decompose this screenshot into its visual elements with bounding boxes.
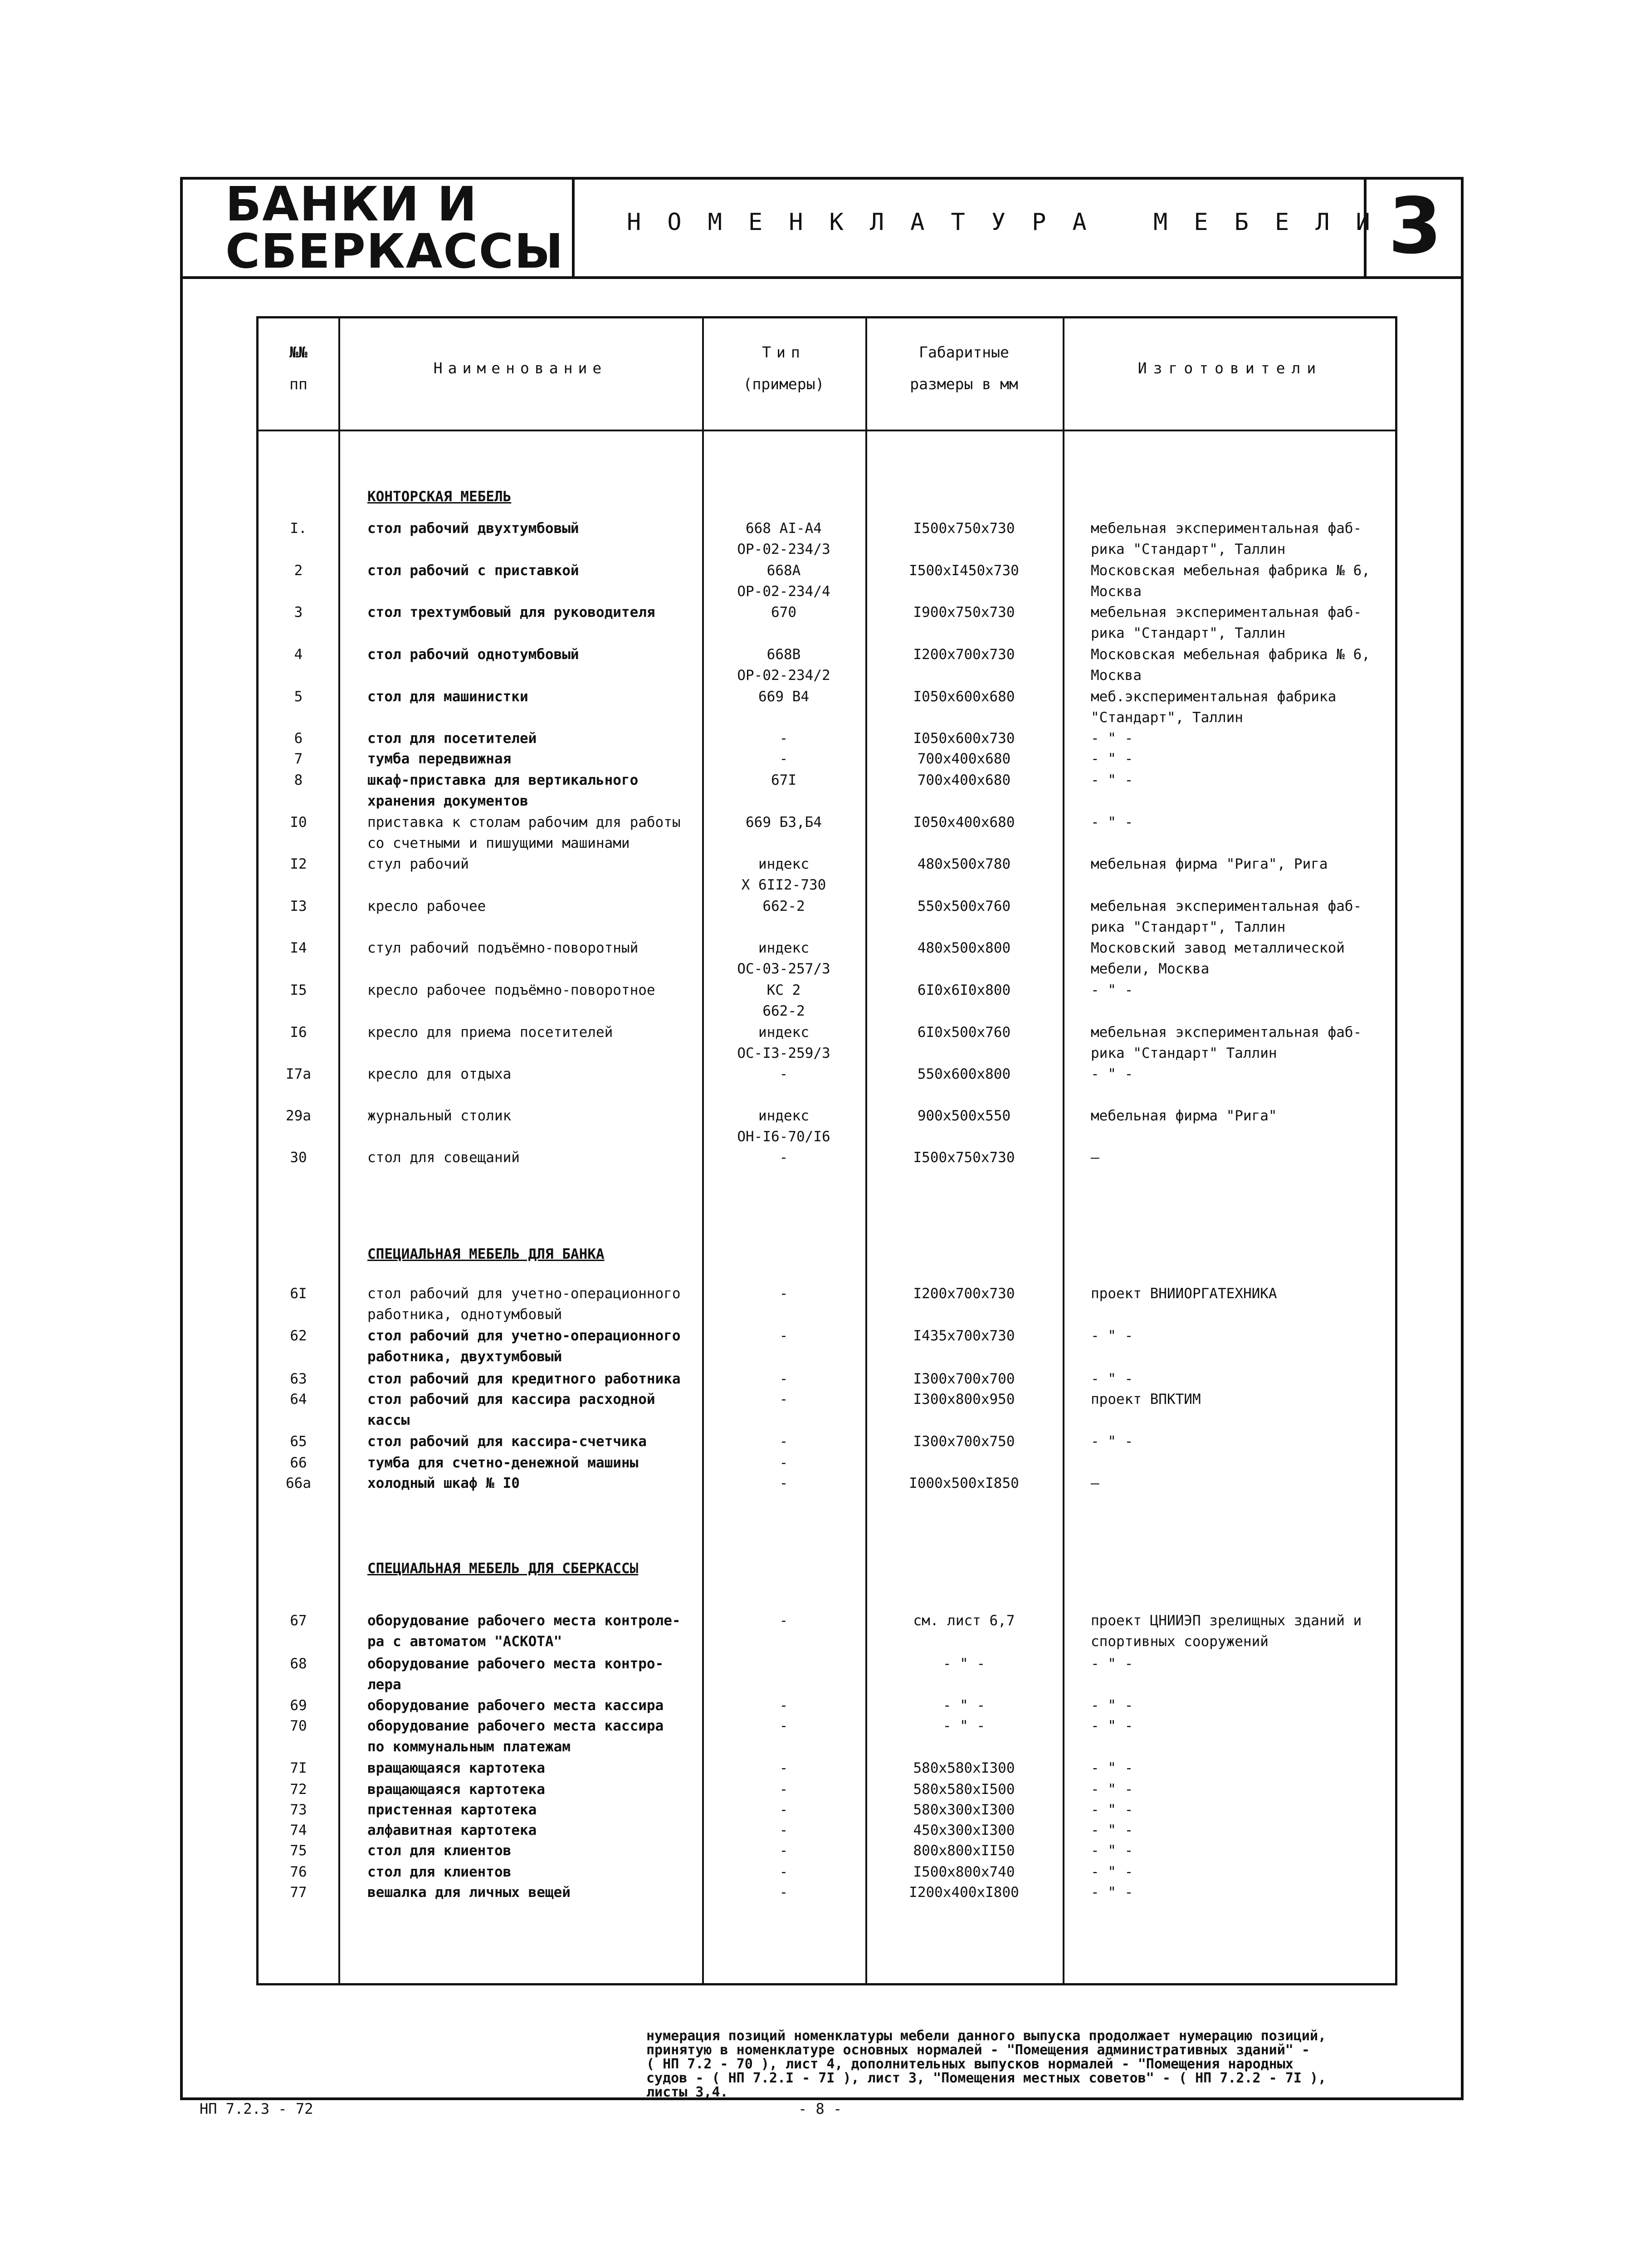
cell-type: ОС-03-257/3 bbox=[737, 961, 830, 977]
cell-size: I300х700х700 bbox=[913, 1371, 1015, 1387]
cell-size: I500х750х730 bbox=[913, 1149, 1015, 1166]
cell-type: - bbox=[779, 1455, 788, 1471]
cell-size: 550х500х760 bbox=[917, 898, 1011, 914]
cell-maker: - " - bbox=[1091, 1843, 1133, 1859]
cell-n: 77 bbox=[290, 1884, 307, 1901]
cell-type: 662-2 bbox=[762, 1003, 805, 1019]
th-num-1: №№ bbox=[289, 343, 308, 361]
cell-maker: мебельная экспериментальная фаб- bbox=[1091, 604, 1362, 621]
th-size-2: размеры в мм bbox=[910, 375, 1018, 393]
cell-name: кресло для отдыха bbox=[367, 1066, 512, 1082]
cell-size: см. лист 6,7 bbox=[913, 1613, 1015, 1629]
cell-maker: - " - bbox=[1091, 1697, 1133, 1714]
cell-type: 668А bbox=[766, 562, 801, 579]
cell-maker: мебельная экспериментальная фаб- bbox=[1091, 898, 1362, 914]
cell-name: стол рабочий для кредитного работника bbox=[367, 1371, 681, 1387]
cell-size: I300х800х950 bbox=[913, 1391, 1015, 1408]
cell-n: I. bbox=[290, 520, 307, 537]
cell-type: - bbox=[779, 1391, 788, 1408]
cell-name: стол рабочий для учетно-операционного bbox=[367, 1328, 681, 1344]
cell-maker: - " - bbox=[1091, 1802, 1133, 1818]
cell-size: I050х400х680 bbox=[913, 814, 1015, 831]
cell-n: 76 bbox=[290, 1864, 307, 1880]
footnote-line: судов - ( НП 7.2.I - 7I ), лист 3, "Помещения местных советов" - ( НП 7.2.2 - 7I ), bbox=[646, 2070, 1327, 2086]
cell-name: холодный шкаф № I0 bbox=[367, 1475, 520, 1491]
cell-n: 75 bbox=[290, 1843, 307, 1859]
cell-name: стол для посетителей bbox=[367, 730, 537, 747]
header bbox=[180, 177, 1464, 279]
cell-type: 669 В4 bbox=[758, 689, 809, 705]
cell-type: - bbox=[779, 1286, 788, 1302]
cell-size: I500х800х740 bbox=[913, 1864, 1015, 1880]
cell-n: 68 bbox=[290, 1656, 307, 1672]
cell-size: I500хI450х730 bbox=[909, 562, 1019, 579]
cell-maker: - " - bbox=[1091, 1066, 1133, 1082]
section-office: КОНТОРСКАЯ МЕБЕЛЬ bbox=[367, 489, 512, 505]
cell-maker: рика "Стандарт", Таллин bbox=[1091, 919, 1286, 935]
cell-name: лера bbox=[367, 1677, 401, 1693]
footnote bbox=[646, 2029, 1326, 2099]
cell-maker: мебельная экспериментальная фаб- bbox=[1091, 1024, 1362, 1041]
cell-type: - bbox=[779, 1802, 788, 1818]
cell-name: работника, однотумбовый bbox=[367, 1306, 562, 1323]
cell-size: 800х800хII50 bbox=[913, 1843, 1015, 1859]
cell-name: работника, двухтумбовый bbox=[367, 1349, 562, 1365]
cell-name: кресло рабочее подъёмно-поворотное bbox=[367, 982, 655, 998]
cell-name: оборудование рабочего места контроле- bbox=[367, 1613, 681, 1629]
cell-maker: Московский завод металлической bbox=[1091, 940, 1345, 956]
cell-type: - bbox=[779, 1843, 788, 1859]
cell-maker: - " - bbox=[1091, 751, 1133, 767]
cell-type: - bbox=[779, 1864, 788, 1880]
page-title: НОМЕНКЛАТУРА МЕБЕЛИ bbox=[627, 209, 1396, 236]
cell-n: 7 bbox=[294, 751, 303, 767]
cell-name: вращающаяся картотека bbox=[367, 1760, 545, 1776]
cell-n: 2 bbox=[294, 562, 303, 579]
cell-maker: — bbox=[1091, 1149, 1099, 1166]
header-divider bbox=[259, 430, 1395, 431]
cell-type: - bbox=[779, 1475, 788, 1491]
cell-maker: - " - bbox=[1091, 1718, 1133, 1734]
footnote-line: ( НП 7.2 - 70 ), лист 4, дополнительных выпусков нормалей - "Помещения народных bbox=[646, 2056, 1294, 2072]
cell-maker: мебели, Москва bbox=[1091, 961, 1210, 977]
cell-maker: - " - bbox=[1091, 1371, 1133, 1387]
cell-n: 73 bbox=[290, 1802, 307, 1818]
cell-n: I3 bbox=[290, 898, 307, 914]
cell-name: вращающаяся картотека bbox=[367, 1781, 545, 1798]
cell-type: 668 АI-А4 bbox=[746, 520, 822, 537]
cell-name: тумба для счетно-денежной машины bbox=[367, 1455, 639, 1471]
cell-maker: - " - bbox=[1091, 1884, 1133, 1901]
cell-maker: мебельная экспериментальная фаб- bbox=[1091, 520, 1362, 537]
cell-type: - bbox=[779, 1822, 788, 1838]
cell-name: стол рабочий для кассира расходной bbox=[367, 1391, 655, 1408]
cell-n: I5 bbox=[290, 982, 307, 998]
cell-type: - bbox=[779, 1697, 788, 1714]
cell-size: 450х300хI300 bbox=[913, 1822, 1015, 1838]
cell-size: 480х500х780 bbox=[917, 856, 1011, 872]
cell-maker: спортивных сооружений bbox=[1091, 1633, 1269, 1650]
cell-type: 67I bbox=[771, 772, 796, 788]
cell-size: - " - bbox=[942, 1718, 986, 1734]
cell-n: 70 bbox=[290, 1718, 307, 1734]
cell-size: - " - bbox=[942, 1656, 986, 1672]
cell-n: 3 bbox=[294, 604, 303, 621]
section-bank: СПЕЦИАЛЬНАЯ МЕБЕЛЬ ДЛЯ БАНКА bbox=[367, 1246, 605, 1262]
cell-name: оборудование рабочего места контро- bbox=[367, 1656, 664, 1672]
cell-maker: Москва bbox=[1091, 667, 1142, 684]
cell-maker: мебельная фирма "Рига", Рига bbox=[1091, 856, 1328, 872]
brand-line-2: СБЕРКАССЫ bbox=[225, 224, 564, 279]
cell-name: стол рабочий двухтумбовый bbox=[367, 520, 579, 537]
cell-size: 550х600х800 bbox=[917, 1066, 1011, 1082]
cell-type: 670 bbox=[771, 604, 796, 621]
cell-size: I200х700х730 bbox=[913, 1286, 1015, 1302]
cell-n: 64 bbox=[290, 1391, 307, 1408]
cell-maker: Московская мебельная фабрика № 6, bbox=[1091, 646, 1370, 663]
cell-maker: - " - bbox=[1091, 1433, 1133, 1450]
cell-n: 63 bbox=[290, 1371, 307, 1387]
cell-maker: Московская мебельная фабрика № 6, bbox=[1091, 562, 1370, 579]
cell-name: ра с автоматом "АСКОТА" bbox=[367, 1633, 562, 1650]
cell-size: I500х750х730 bbox=[913, 520, 1015, 537]
cell-name: кресло для приема посетителей bbox=[367, 1024, 613, 1041]
cell-name: стол для клиентов bbox=[367, 1864, 512, 1880]
cell-type: индекс bbox=[758, 940, 809, 956]
cell-name: кресло рабочее bbox=[367, 898, 486, 914]
cell-name: оборудование рабочего места кассира bbox=[367, 1697, 664, 1714]
cell-size: I050х600х730 bbox=[913, 730, 1015, 747]
cell-maker: рика "Стандарт" Таллин bbox=[1091, 1045, 1277, 1061]
cell-maker: - " - bbox=[1091, 1328, 1133, 1344]
cell-name: алфавитная картотека bbox=[367, 1822, 537, 1838]
cell-n: 6 bbox=[294, 730, 303, 747]
cell-type: индекс bbox=[758, 856, 809, 872]
brand-line-1: БАНКИ И bbox=[225, 176, 478, 232]
cell-size: 580х300хI300 bbox=[913, 1802, 1015, 1818]
cell-maker: мебельная фирма "Рига" bbox=[1091, 1108, 1277, 1124]
cell-type: - bbox=[779, 1718, 788, 1734]
cell-n: I0 bbox=[290, 814, 307, 831]
cell-maker: проект ВПКТИМ bbox=[1091, 1391, 1201, 1408]
cell-n: 6I bbox=[290, 1286, 307, 1302]
cell-type: - bbox=[779, 1613, 788, 1629]
page-number: - 8 - bbox=[798, 2100, 842, 2117]
cell-n: 8 bbox=[294, 772, 303, 788]
cell-type: ОР-02-234/3 bbox=[737, 541, 830, 557]
cell-maker: - " - bbox=[1091, 730, 1133, 747]
cell-type: - bbox=[779, 1149, 788, 1166]
th-name: Наименование bbox=[433, 359, 607, 377]
cell-type: индекс bbox=[758, 1108, 809, 1124]
cell-size: 6I0х500х760 bbox=[917, 1024, 1011, 1041]
cell-maker: - " - bbox=[1091, 1822, 1133, 1838]
cell-size: I050х600х680 bbox=[913, 689, 1015, 705]
cell-n: 67 bbox=[290, 1613, 307, 1629]
cell-name: стул рабочий подъёмно-поворотный bbox=[367, 940, 639, 956]
cell-n: I7а bbox=[286, 1066, 311, 1082]
cell-name: стол для машинистки bbox=[367, 689, 528, 705]
cell-n: 66 bbox=[290, 1455, 307, 1471]
cell-name: журнальный столик bbox=[367, 1108, 512, 1124]
cell-maker: - " - bbox=[1091, 814, 1133, 831]
cell-name: кассы bbox=[367, 1412, 410, 1428]
cell-size: - " - bbox=[942, 1697, 986, 1714]
footnote-line: нумерация позиций номенклатуры мебели данного выпуска продолжает нумерацию позиций, bbox=[646, 2028, 1327, 2044]
cell-name: стол рабочий однотумбовый bbox=[367, 646, 579, 663]
footnote-line: принятую в номенклатуре основных нормалей - "Помещения административных зданий" - bbox=[646, 2042, 1310, 2058]
th-num-2: пп bbox=[289, 375, 308, 393]
footnote-line: листы 3,4. bbox=[646, 2084, 728, 2100]
cell-size: 580х580хI300 bbox=[913, 1760, 1015, 1776]
cell-maker: рика "Стандарт", Таллин bbox=[1091, 625, 1286, 641]
cell-maker: - " - bbox=[1091, 772, 1133, 788]
cell-size: 480х500х800 bbox=[917, 940, 1011, 956]
cell-n: I2 bbox=[290, 856, 307, 872]
cell-type: - bbox=[779, 1371, 788, 1387]
cell-n: 7I bbox=[290, 1760, 307, 1776]
cell-type: индекс bbox=[758, 1024, 809, 1041]
cell-name: стол рабочий для кассира-счетчика bbox=[367, 1433, 647, 1450]
cell-name: тумба передвижная bbox=[367, 751, 512, 767]
cell-type: ОН-I6-70/I6 bbox=[737, 1129, 830, 1145]
cell-type: - bbox=[779, 1328, 788, 1344]
cell-maker: - " - bbox=[1091, 1760, 1133, 1776]
cell-name: пристенная картотека bbox=[367, 1802, 537, 1818]
cell-name: оборудование рабочего места кассира bbox=[367, 1718, 664, 1734]
cell-maker: Москва bbox=[1091, 583, 1142, 600]
cell-n: I4 bbox=[290, 940, 307, 956]
cell-size: I200х400хI800 bbox=[909, 1884, 1019, 1901]
cell-size: 6I0х6I0х800 bbox=[917, 982, 1011, 998]
sheet-number: 3 bbox=[1388, 181, 1442, 271]
th-size-1: Габаритные bbox=[919, 343, 1009, 361]
cell-n: 29а bbox=[286, 1108, 311, 1124]
cell-type: - bbox=[779, 1884, 788, 1901]
cell-name: со счетными и пишущими машинами bbox=[367, 835, 630, 851]
cell-type: ОР-02-234/4 bbox=[737, 583, 830, 600]
cell-type: ОР-02-234/2 bbox=[737, 667, 830, 684]
column-divider bbox=[1063, 318, 1064, 1983]
cell-name: приставка к столам рабочим для работы bbox=[367, 814, 681, 831]
cell-n: 66а bbox=[286, 1475, 311, 1491]
th-type-1: Тип bbox=[762, 343, 805, 361]
cell-name: стул рабочий bbox=[367, 856, 469, 872]
th-maker: Изготовители bbox=[1137, 359, 1323, 377]
cell-maker: - " - bbox=[1091, 982, 1133, 998]
cell-type: 662-2 bbox=[762, 898, 805, 914]
cell-size: I435х700х730 bbox=[913, 1328, 1015, 1344]
cell-name: по коммунальным платежам bbox=[367, 1739, 571, 1755]
cell-name: стол рабочий с приставкой bbox=[367, 562, 579, 579]
cell-type: КС 2 bbox=[766, 982, 801, 998]
cell-maker: - " - bbox=[1091, 1781, 1133, 1798]
cell-maker: проект ЦНИИЭП зрелищных зданий и bbox=[1091, 1613, 1362, 1629]
cell-type: 668В bbox=[766, 646, 801, 663]
cell-maker: - " - bbox=[1091, 1864, 1133, 1880]
cell-name: шкаф-приставка для вертикального bbox=[367, 772, 639, 788]
cell-size: 900х500х550 bbox=[917, 1108, 1011, 1124]
cell-size: 700х400х680 bbox=[917, 772, 1011, 788]
th-type-2: (примеры) bbox=[743, 375, 825, 393]
brand-cell bbox=[180, 176, 575, 279]
cell-type: - bbox=[779, 1433, 788, 1450]
cell-size: 700х400х680 bbox=[917, 751, 1011, 767]
cell-maker: проект ВНИИОРГАТЕХНИКА bbox=[1091, 1286, 1277, 1302]
cell-size: I200х700х730 bbox=[913, 646, 1015, 663]
cell-n: 69 bbox=[290, 1697, 307, 1714]
cell-n: 62 bbox=[290, 1328, 307, 1344]
cell-size: 580х580хI500 bbox=[913, 1781, 1015, 1798]
cell-type: ОС-I3-259/3 bbox=[737, 1045, 830, 1061]
cell-maker: "Стандарт", Таллин bbox=[1091, 709, 1243, 726]
cell-size: I300х700х750 bbox=[913, 1433, 1015, 1450]
cell-n: 65 bbox=[290, 1433, 307, 1450]
cell-name: хранения документов bbox=[367, 793, 528, 809]
cell-type: - bbox=[779, 1781, 788, 1798]
cell-n: 4 bbox=[294, 646, 303, 663]
cell-name: стол для клиентов bbox=[367, 1843, 512, 1859]
cell-name: стол для совещаний bbox=[367, 1149, 520, 1166]
furniture-table bbox=[256, 316, 1397, 1985]
cell-type: 669 Б3,Б4 bbox=[746, 814, 822, 831]
cell-n: 72 bbox=[290, 1781, 307, 1798]
cell-maker: меб.экспериментальная фабрика bbox=[1091, 689, 1337, 705]
cell-size: I000х500хI850 bbox=[909, 1475, 1019, 1491]
cell-n: 30 bbox=[290, 1149, 307, 1166]
cell-maker: - " - bbox=[1091, 1656, 1133, 1672]
column-divider bbox=[338, 318, 340, 1983]
sheet-number-cell bbox=[1364, 177, 1464, 276]
cell-name: стол трехтумбовый для руководителя bbox=[367, 604, 655, 621]
cell-n: 5 bbox=[294, 689, 303, 705]
cell-type: Х 6II2-730 bbox=[741, 877, 826, 893]
cell-type: - bbox=[779, 1760, 788, 1776]
cell-type: - bbox=[779, 751, 788, 767]
cell-n: 74 bbox=[290, 1822, 307, 1838]
document-code: НП 7.2.3 - 72 bbox=[200, 2100, 313, 2117]
cell-name: стол рабочий для учетно-операционного bbox=[367, 1286, 681, 1302]
cell-n: I6 bbox=[290, 1024, 307, 1041]
section-savings: СПЕЦИАЛЬНАЯ МЕБЕЛЬ ДЛЯ СБЕРКАССЫ bbox=[367, 1560, 639, 1577]
cell-type: - bbox=[779, 1066, 788, 1082]
cell-maker: — bbox=[1091, 1475, 1099, 1491]
cell-name: вешалка для личных вещей bbox=[367, 1884, 571, 1901]
cell-size: I900х750х730 bbox=[913, 604, 1015, 621]
cell-maker: рика "Стандарт", Таллин bbox=[1091, 541, 1286, 557]
cell-type: - bbox=[779, 730, 788, 747]
